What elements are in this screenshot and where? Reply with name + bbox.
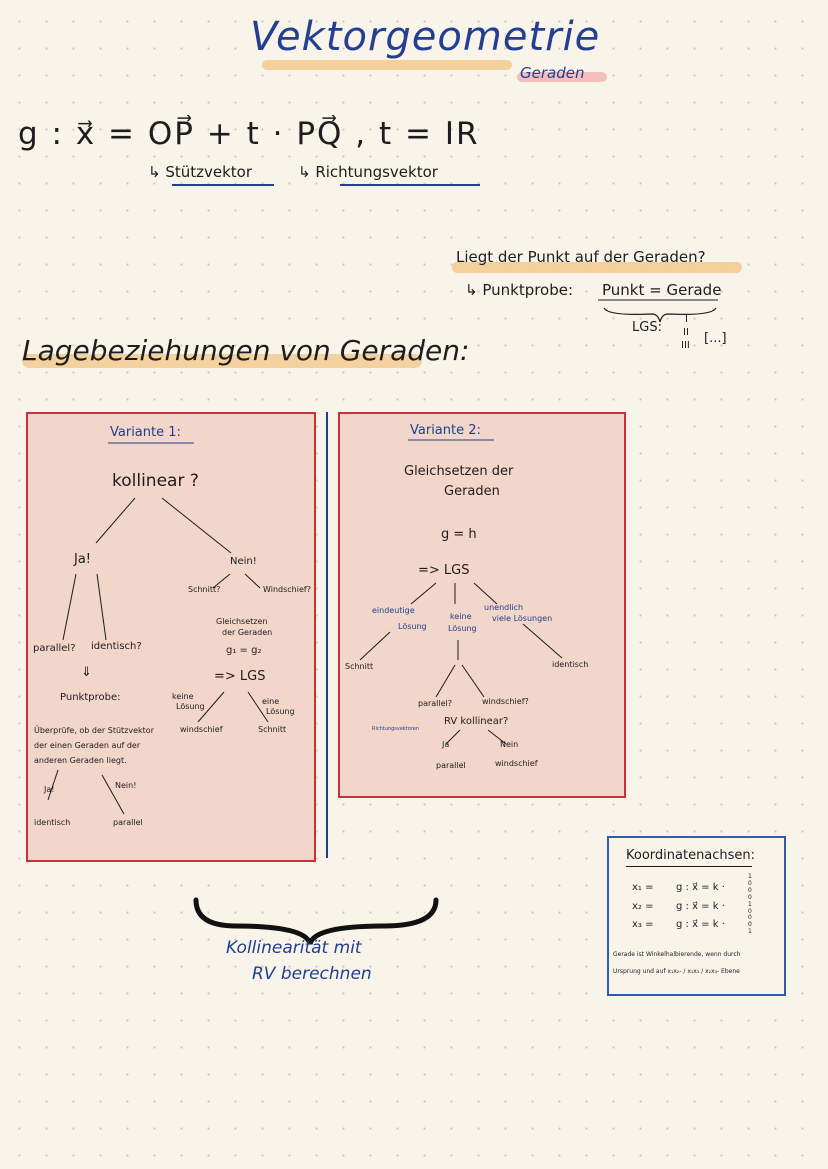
v2-eindeutig-2: Lösung — [398, 622, 427, 631]
v2-nein: Nein — [500, 740, 519, 749]
punktprobe-label: ↳ Punktprobe: — [465, 281, 574, 299]
koord-row-3-vector: 0 0 1 — [748, 914, 752, 935]
v2-parallel: parallel — [436, 761, 466, 770]
v1-ja2: Ja! — [44, 785, 55, 794]
brace-label-2: RV berechnen — [252, 964, 372, 984]
v2-keine-2: Lösung — [448, 624, 477, 633]
v1-g1g2: g₁ = g₂ — [226, 645, 262, 656]
v2-windschief: windschief — [495, 759, 538, 768]
koord-row-1-vector: 1 0 0 — [748, 873, 752, 894]
v2-unendlich-1: unendlich — [484, 603, 524, 612]
v1-nein: Nein! — [230, 556, 257, 567]
v2-parallel-q: parallel? — [418, 699, 453, 708]
koord-row-1-eq: g : x⃗ = k · — [676, 882, 725, 893]
v1-nein2: Nein! — [115, 781, 137, 790]
v1-keine-1: keine — [172, 692, 194, 701]
variante-1-title: Variante 1: — [110, 425, 181, 440]
v2-windschief-q: windschief? — [482, 697, 529, 706]
koord-note-1: Gerade ist Winkelhalbierende, wenn durch — [613, 951, 741, 958]
v1-parallel: parallel — [113, 818, 143, 827]
stuetzvektor-label: ↳ Stützvektor — [148, 163, 253, 181]
v2-gh: g = h — [441, 527, 477, 542]
koord-row-2-axis: x₂ = — [632, 901, 654, 912]
v1-windschief: windschief — [180, 725, 223, 734]
v1-windschief-q: Windschief? — [263, 585, 311, 594]
koord-note-2: Ursprung und auf x₁x₂- / x₁x₃ / x₂x₃- Ebene — [613, 968, 740, 975]
variante-2-title: Variante 2: — [410, 423, 481, 438]
v1-check-3: anderen Geraden liegt. — [34, 756, 127, 765]
lgs-row-2: II — [683, 327, 689, 338]
v1-eine-2: Lösung — [266, 707, 295, 716]
v1-ja: Ja! — [74, 552, 92, 567]
v1-arrow: ⇓ — [81, 665, 92, 680]
koord-row-2-eq: g : x⃗ = k · — [676, 901, 725, 912]
v2-schnitt: Schnitt — [345, 662, 374, 671]
v1-gleichsetzen-2: der Geraden — [222, 628, 273, 637]
koordinaten-title: Koordinatenachsen: — [626, 848, 756, 863]
v2-eindeutig-1: eindeutige — [372, 606, 415, 615]
v1-eine-1: eine — [262, 697, 280, 706]
richtungsvektor-label: ↳ Richtungsvektor — [298, 163, 438, 181]
page-subtitle: Geraden — [520, 64, 585, 82]
v1-identisch-q: identisch? — [91, 641, 142, 652]
lgs-dots: [...] — [704, 331, 727, 346]
v2-ja: Ja — [442, 740, 450, 749]
v2-keine-1: keine — [450, 612, 472, 621]
koord-row-1-axis: x₁ = — [632, 882, 654, 893]
brace-label-1: Kollinearität mit — [226, 938, 362, 958]
v1-gleichsetzen-1: Gleichsetzen — [216, 617, 268, 626]
v1-punktprobe: Punktprobe: — [60, 692, 121, 703]
line-equation: g : x⃗ = OP⃗ + t · PQ⃗ , t = IR — [18, 116, 480, 152]
v1-identisch: identisch — [34, 818, 71, 827]
page-title: Vektorgeometrie — [250, 14, 601, 60]
v2-identisch: identisch — [552, 660, 589, 669]
v1-schnitt-q: Schnitt? — [188, 585, 221, 594]
punkt-question: Liegt der Punkt auf der Geraden? — [456, 248, 706, 266]
v2-rv-kollinear: RV kollinear? — [444, 716, 509, 727]
v2-gleichsetzen-1: Gleichsetzen der — [404, 464, 514, 479]
lgs-row-1: I — [685, 314, 688, 325]
v1-parallel-q: parallel? — [33, 643, 76, 654]
v1-keine-2: Lösung — [176, 702, 205, 711]
punkt-equation: Punkt = Gerade — [602, 281, 722, 299]
v1-schnitt: Schnitt — [258, 725, 287, 734]
v1-kollinear: kollinear ? — [112, 471, 199, 491]
koordinaten-title-underline — [626, 866, 752, 867]
koord-row-3-eq: g : x⃗ = k · — [676, 919, 725, 930]
v1-check-1: Überprüfe, ob der Stützvektor — [34, 726, 154, 735]
v1-lgs: => LGS — [214, 669, 266, 684]
lage-heading: Lagebeziehungen von Geraden: — [22, 334, 470, 367]
punkt-lgs: LGS: — [632, 320, 662, 335]
koord-row-3-axis: x₃ = — [632, 919, 654, 930]
v2-unendlich-2: viele Lösungen — [492, 614, 553, 623]
v2-gleichsetzen-2: Geraden — [444, 484, 500, 499]
koord-row-2-vector: 0 1 0 — [748, 894, 752, 915]
v2-richtungsvektoren: Richtungsvektoren — [372, 726, 419, 732]
v2-lgs: => LGS — [418, 563, 470, 578]
lgs-row-3: III — [681, 340, 690, 351]
v1-check-2: der einen Geraden auf der — [34, 741, 141, 750]
